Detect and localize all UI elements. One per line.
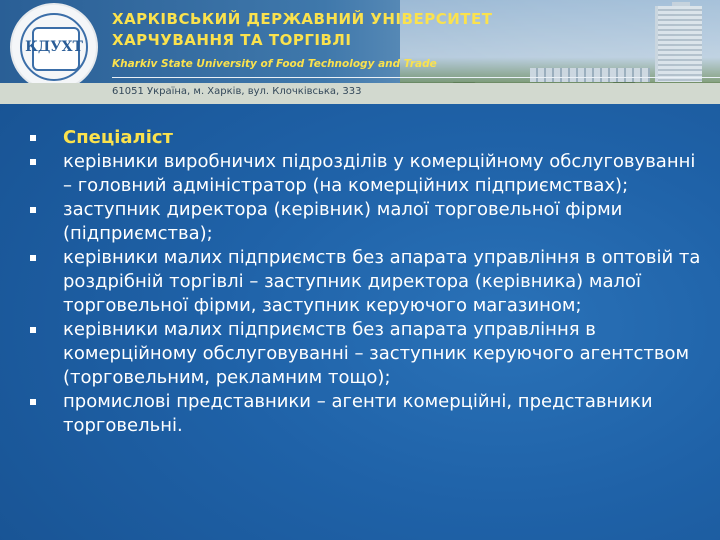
list-item-text: промислові представники – агенти комерційні, представники торговельні. [63, 391, 653, 436]
logo-text: КДУХТ [25, 39, 83, 55]
list-item-text: керівники виробничих підрозділів у комерційному обслуговуванні – головний адміністратор (на комерційних підприємствах); [63, 151, 696, 196]
header-divider [112, 77, 720, 78]
list-item [0, 198, 703, 246]
bullet-icon [30, 207, 36, 213]
list-item [0, 150, 703, 198]
list-item [0, 126, 703, 150]
bullet-icon [30, 399, 36, 405]
university-title-line2: ХАРЧУВАННЯ ТА ТОРГІВЛІ [112, 31, 352, 49]
list-item-text: керівники малих підприємств без апарата управління в оптовій та роздрібній торгівлі – заступник директора (керівника) малої торговельної фірми, заступник керуючого магазином; [63, 247, 701, 316]
list-item [0, 390, 703, 438]
university-logo [10, 3, 98, 91]
list-item [0, 246, 703, 318]
list-item-text: керівники малих підприємств без апарата управління в комерційному обслуговуванні – заступник керуючого агентством (торговельним, рекламним тощо); [63, 319, 690, 388]
bullet-icon [30, 327, 36, 333]
bullet-list [0, 126, 703, 438]
bullet-icon [30, 255, 36, 261]
list-item [0, 318, 703, 390]
list-item-text: Спеціаліст [63, 127, 173, 148]
university-title-line1: ХАРКІВСЬКИЙ ДЕРЖАВНИЙ УНІВЕРСИТЕТ [112, 10, 493, 28]
bullet-icon [30, 135, 36, 141]
bullet-icon [30, 159, 36, 165]
list-item-text: заступник директора (керівник) малої торговельної фірми (підприємства); [63, 199, 623, 244]
university-address: 61051 Україна, м. Харків, вул. Клочківська, 333 [112, 86, 362, 97]
university-subtitle: Kharkiv State University of Food Technology and Trade [112, 58, 437, 70]
